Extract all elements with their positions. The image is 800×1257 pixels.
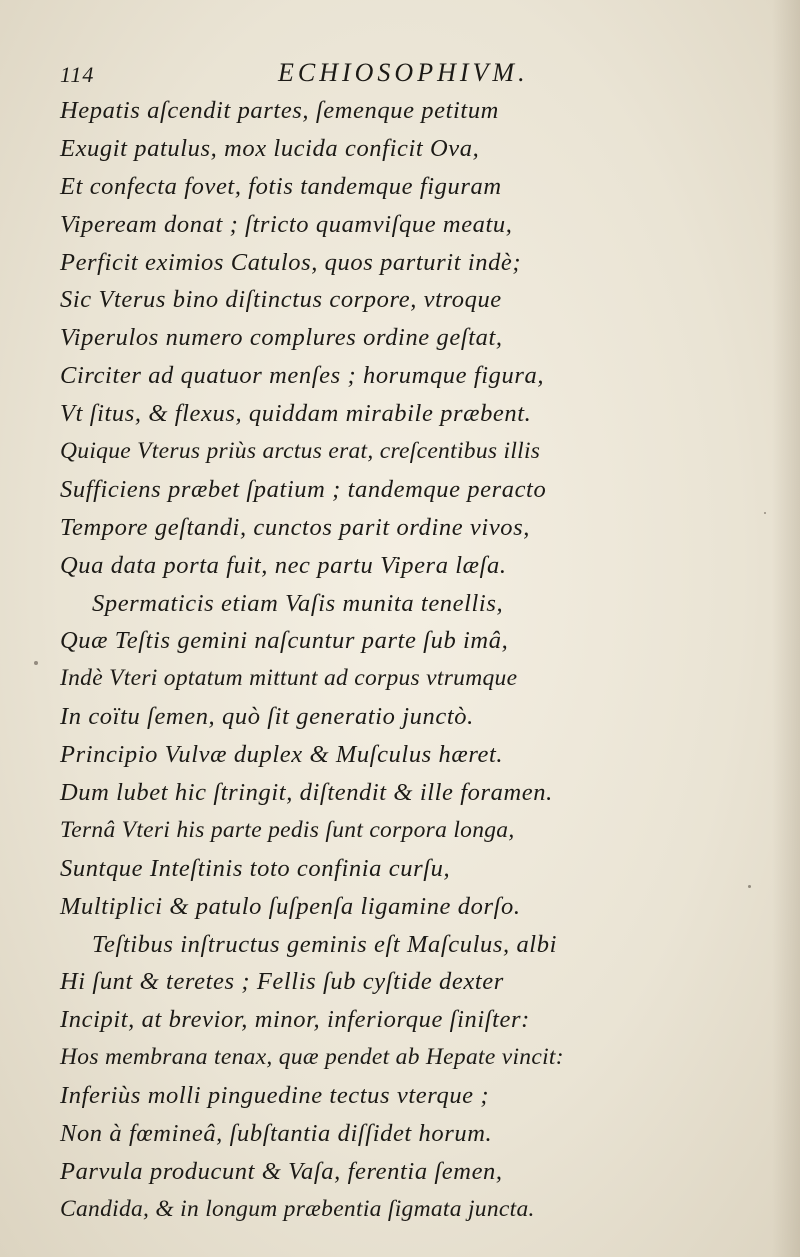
verse-line: Spermaticis etiam Vaſis munita tenellis, [92, 589, 504, 617]
page-number: 114 [60, 62, 95, 87]
verse-line: Perficit eximios Catulos, quos parturit indè; [60, 248, 522, 276]
ink-speck [764, 512, 766, 514]
ink-speck [34, 661, 38, 665]
verse-line: Vt ſitus, & flexus, quiddam mirabile præbent. [60, 400, 532, 428]
verse-line: Vipeream donat ; ſtricto quamviſque meatu, [60, 210, 513, 238]
verse-line: Multiplici & patulo ſuſpenſa ligamine dorſo. [60, 892, 521, 920]
verse-line: Candida, & in longum præbentia ſigmata juncta. [60, 1195, 535, 1222]
verse-line: Qua data porta fuit, nec partu Vipera læſa. [60, 551, 507, 579]
verse-line: Hos membrana tenax, quæ pendet ab Hepate vincit: [60, 1044, 564, 1071]
verse-line: Sic Vterus bino diſtinctus corpore, vtroque [60, 286, 502, 314]
verse-line: Indè Vteri optatum mittunt ad corpus vtrumque [60, 665, 518, 692]
verse-line: Dum lubet hic ſtringit, diſtendit & ille foramen. [60, 779, 553, 807]
verse-line: Tempore geſtandi, cunctos parit ordine vivos, [60, 513, 530, 541]
verse-line: Non à fœmineâ, ſubſtantia diſſidet horum. [60, 1120, 493, 1148]
verse-line: Incipit, at brevior, minor, inferiorque ſiniſter: [60, 1006, 530, 1034]
verse-line: Exugit patulus, mox lucida conficit Ova, [60, 134, 480, 162]
running-title: ECHIOSOPHIVM. [278, 58, 529, 87]
verse-line: In coïtu ſemen, quò ſit generatio junctò. [60, 703, 474, 731]
verse-line: Quique Vterus priùs arctus erat, creſcentibus illis [60, 438, 541, 465]
verse-line: Teſtibus inſtructus geminis eſt Maſculus, albi [92, 930, 557, 958]
verse-line: Suntque Inteſtinis toto confinia curſu, [60, 854, 451, 882]
verse-line: Inferiùs molli pinguedine tectus vterque ; [60, 1082, 490, 1110]
page-header [60, 58, 740, 94]
verse-line: Sufficiens præbet ſpatium ; tandemque peracto [60, 475, 547, 503]
verse-line: Hi ſunt & teretes ; Fellis ſub cyſtide dexter [60, 968, 504, 996]
verse-line: Quæ Teſtis gemini naſcuntur parte ſub imâ, [60, 627, 509, 655]
verse-line: Circiter ad quatuor menſes ; horumque figura, [60, 362, 545, 390]
verse-block [60, 92, 790, 1229]
verse-line: Et confecta fovet, fotis tandemque figuram [60, 172, 502, 200]
verse-line: Parvula producunt & Vaſa, ferentia ſemen, [60, 1157, 503, 1185]
verse-line: Ternâ Vteri his parte pedis ſunt corpora longa, [60, 816, 515, 843]
verse-line: Principio Vulvæ duplex & Muſculus hæret. [60, 741, 504, 769]
ink-speck [748, 885, 751, 888]
verse-line: Hepatis aſcendit partes, ſemenque petitum [60, 97, 499, 124]
verse-line: Viperulos numero complures ordine geſtat, [60, 324, 503, 352]
